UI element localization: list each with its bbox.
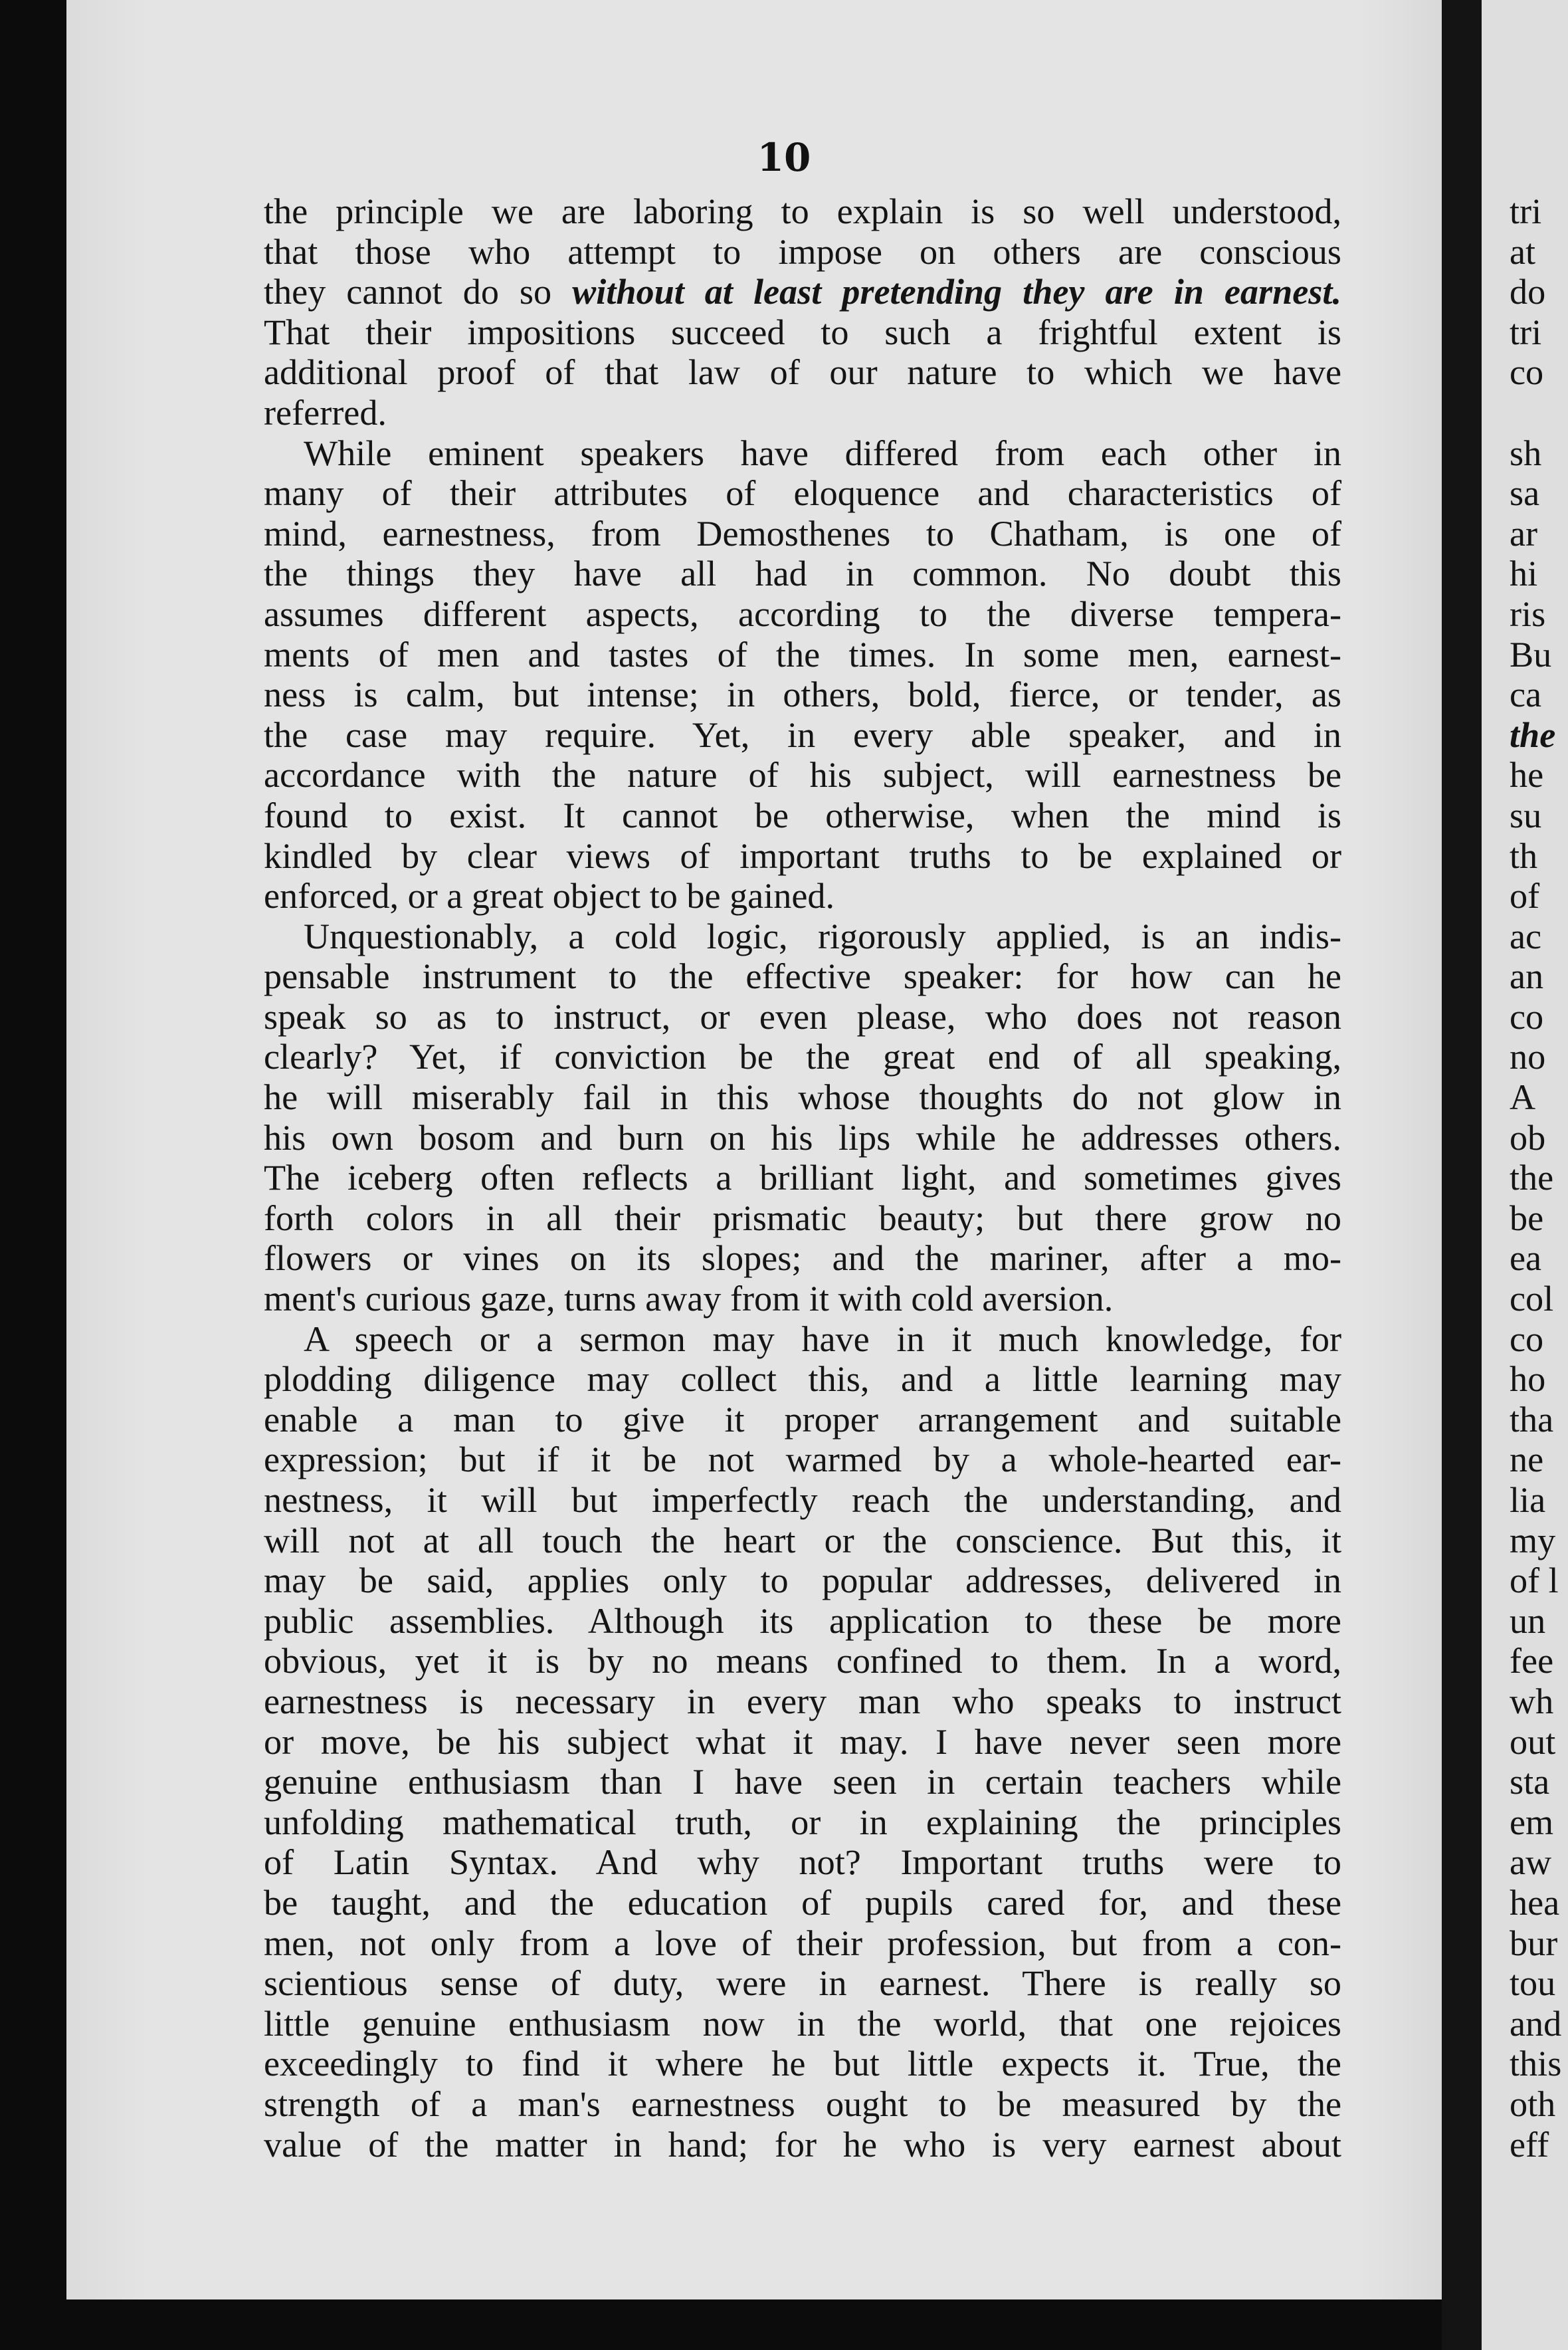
text-line-content: strength of a man's earnestness ought to be measured by the <box>264 2083 1341 2124</box>
text-line <box>264 635 1341 675</box>
body-text <box>264 191 1341 2165</box>
text-line <box>264 1480 1341 1521</box>
facing-line-fragment: co <box>1510 996 1544 1037</box>
text-line <box>264 1883 1341 1923</box>
text-line <box>264 514 1341 554</box>
text-line-content: or move, be his subject what it may. I have never seen more <box>264 1721 1341 1762</box>
text-line <box>264 1521 1341 1561</box>
text-line <box>264 1359 1341 1400</box>
facing-line-fragment: an <box>1510 956 1544 997</box>
facing-line-fragment: hi <box>1510 554 1538 594</box>
text-line-content: ness is calm, but intense; in others, bold, fierce, or tender, as <box>264 675 1341 715</box>
text-line <box>264 956 1341 997</box>
text-line-content: kindled by clear views of important truths to be explained or <box>264 835 1341 876</box>
text-line-content: speak so as to instruct, or even please, who does not reason <box>264 996 1341 1037</box>
text-line-content: many of their attributes of eloquence and characteristics of <box>264 473 1341 514</box>
text-line <box>264 1722 1341 1762</box>
text-line-content: will not at all touch the heart or the conscience. But this, it <box>264 1520 1341 1560</box>
text-line <box>264 191 1341 232</box>
facing-page-text <box>1510 191 1568 2165</box>
text-line <box>264 1923 1341 1964</box>
text-line <box>264 796 1341 836</box>
text-line <box>264 1319 1341 1360</box>
facing-line-fragment: and <box>1510 2003 1562 2044</box>
text-line-content: accordance with the nature of his subject, will earnestness be <box>264 755 1341 796</box>
text-line-content: enforced, or a great object to be gained. <box>264 876 835 916</box>
text-line <box>264 675 1341 715</box>
text-line <box>264 755 1341 796</box>
text-line <box>264 1601 1341 1642</box>
text-line-content: public assemblies. Although its application to these be more <box>264 1600 1341 1641</box>
facing-line-fragment: wh <box>1510 1681 1554 1721</box>
facing-line-fragment: ac <box>1510 916 1542 956</box>
facing-line-fragment: this <box>1510 2044 1562 2084</box>
text-line <box>264 1118 1341 1158</box>
facing-line-fragment: no <box>1510 1037 1546 1077</box>
text-line <box>264 997 1341 1037</box>
text-line-content: of Latin Syntax. And why not? Important truths were to <box>264 1842 1341 1883</box>
text-line <box>264 2084 1341 2125</box>
facing-line-fragment: em <box>1510 1802 1554 1842</box>
text-line-content: flowers or vines on its slopes; and the mariner, after a mo- <box>264 1238 1341 1279</box>
text-line <box>264 916 1341 957</box>
facing-line-fragment: th <box>1510 835 1538 876</box>
text-line-content: earnestness is necessary in every man who speaks to instruct <box>264 1681 1341 1721</box>
text-line-content: enable a man to give it proper arrangement and suitable <box>264 1399 1341 1440</box>
facing-line-fragment: fee <box>1510 1641 1554 1681</box>
facing-line-fragment: the <box>1510 714 1556 755</box>
text-line <box>264 272 1341 312</box>
facing-line-fragment: col <box>1510 1279 1554 1319</box>
text-line <box>264 1158 1341 1198</box>
text-line <box>264 1681 1341 1722</box>
facing-line-fragment: lia <box>1510 1480 1546 1520</box>
text-line <box>264 1238 1341 1279</box>
facing-line-fragment: sa <box>1510 473 1540 514</box>
text-line-content: value of the matter in hand; for he who is very earnest about <box>264 2124 1341 2165</box>
facing-line-fragment: A <box>1510 1077 1536 1118</box>
facing-line-fragment: tri <box>1510 312 1542 352</box>
text-line-content: may be said, applies only to popular addresses, delivered in <box>264 1560 1341 1601</box>
facing-line-fragment: be <box>1510 1198 1544 1238</box>
text-line <box>264 232 1341 272</box>
text-line-content: found to exist. It cannot be otherwise, when the mind is <box>264 795 1341 835</box>
text-line-content: obvious, yet it is by no means confined to them. In a word, <box>264 1641 1341 1681</box>
text-line <box>264 1037 1341 1077</box>
text-line-content: pensable instrument to the effective speaker: for how can he <box>264 956 1341 997</box>
facing-line-fragment: hea <box>1510 1882 1560 1923</box>
facing-line-fragment: tou <box>1510 1963 1556 2004</box>
text-line <box>264 433 1341 474</box>
facing-line-fragment: tha <box>1510 1399 1554 1440</box>
text-line-content: he will miserably fail in this whose thoughts do not glow in <box>264 1077 1341 1118</box>
facing-line-fragment: ca <box>1510 675 1542 715</box>
facing-line-fragment: of <box>1510 876 1540 916</box>
text-line <box>264 1400 1341 1440</box>
facing-line-fragment: un <box>1510 1600 1546 1641</box>
text-line-content: Unquestionably, a cold logic, rigorously applied, is an indis- <box>304 916 1341 956</box>
text-line-content: genuine enthusiasm than I have seen in certain teachers while <box>264 1762 1341 1802</box>
text-line <box>264 836 1341 877</box>
text-line-content: nestness, it will but imperfectly reach the understanding, and <box>264 1480 1341 1520</box>
text-line-content: scientious sense of duty, were in earnest. There is really so <box>264 1963 1341 2004</box>
facing-line-fragment: aw <box>1510 1842 1552 1883</box>
text-line <box>264 1279 1341 1319</box>
text-line <box>264 1077 1341 1118</box>
facing-line-fragment: ar <box>1510 513 1538 554</box>
facing-line-fragment: Bu <box>1510 634 1552 675</box>
text-line-content: unfolding mathematical truth, or in explaining the principles <box>264 1802 1341 1842</box>
text-line-content: referred. <box>264 392 387 433</box>
text-line-content: forth colors in all their prismatic beauty; but there grow no <box>264 1198 1341 1238</box>
text-line <box>264 1198 1341 1239</box>
text-line <box>264 473 1341 514</box>
facing-line-fragment: sh <box>1510 433 1542 473</box>
facing-line-fragment: sta <box>1510 1762 1550 1802</box>
text-line <box>264 1842 1341 1883</box>
text-line-content: ments of men and tastes of the times. In some men, earnest- <box>264 634 1341 675</box>
text-line-content: little genuine enthusiasm now in the world, that one rejoices <box>264 2003 1341 2044</box>
facing-line-fragment: do <box>1510 272 1546 312</box>
facing-line-fragment: of l <box>1510 1560 1559 1601</box>
text-line <box>264 1802 1341 1843</box>
text-line <box>264 2044 1341 2084</box>
text-line-content: they cannot do so <box>264 272 573 312</box>
text-line-content: the principle we are laboring to explain is so well understood, <box>264 191 1341 231</box>
text-line-content: assumes different aspects, according to the diverse tempera- <box>264 593 1341 634</box>
facing-line-fragment: he <box>1510 755 1544 796</box>
page-gutter <box>1442 0 1482 2350</box>
text-line-content: men, not only from a love of their profession, but from a con- <box>264 1923 1341 1963</box>
text-line-content: That their impositions succeed to such a frightful extent is <box>264 312 1341 352</box>
emphasized-phrase: without at least pretending they are in earnest. <box>572 272 1341 312</box>
text-line <box>264 1440 1341 1480</box>
facing-line-fragment: ea <box>1510 1238 1542 1279</box>
facing-line-fragment: co <box>1510 1319 1544 1359</box>
text-line-content: The iceberg often reflects a brilliant light, and sometimes gives <box>264 1158 1341 1198</box>
text-line-content: the things they have all had in common. No doubt this <box>264 554 1341 594</box>
text-line-content: that those who attempt to impose on others are conscious <box>264 231 1341 272</box>
facing-line-fragment: tri <box>1510 191 1542 231</box>
facing-line-fragment: out <box>1510 1721 1556 1762</box>
text-line-content: While eminent speakers have differed from each other in <box>304 433 1341 473</box>
text-line-content: the case may require. Yet, in every able speaker, and in <box>264 714 1341 755</box>
text-line-content: clearly? Yet, if conviction be the great end of all speaking, <box>264 1037 1341 1077</box>
facing-line-fragment: ne <box>1510 1440 1544 1480</box>
facing-line-fragment <box>1510 393 1568 433</box>
facing-line-fragment: ho <box>1510 1359 1546 1400</box>
facing-line-fragment: oth <box>1510 2083 1556 2124</box>
text-line <box>264 594 1341 635</box>
text-line <box>264 876 1341 916</box>
text-line <box>264 2004 1341 2044</box>
facing-line-fragment: my <box>1510 1520 1556 1560</box>
text-line <box>264 312 1341 353</box>
facing-line-fragment: su <box>1510 795 1542 835</box>
text-line <box>264 393 1341 433</box>
text-line-content: mind, earnestness, from Demosthenes to Chatham, is one of <box>264 513 1341 554</box>
facing-line-fragment: at <box>1510 231 1536 272</box>
text-line <box>264 1641 1341 1681</box>
text-line-content: expression; but if it be not warmed by a whole-hearted ear- <box>264 1440 1341 1480</box>
text-line <box>264 1963 1341 2004</box>
text-line <box>264 1762 1341 1802</box>
page-number: 10 <box>757 135 811 180</box>
text-line <box>264 352 1341 393</box>
facing-line-fragment: co <box>1510 352 1544 393</box>
text-line-content: ment's curious gaze, turns away from it with cold aversion. <box>264 1279 1114 1319</box>
facing-line-fragment: the <box>1510 1158 1554 1198</box>
facing-line-fragment: ob <box>1510 1117 1546 1158</box>
text-line-content: plodding diligence may collect this, and a little learning may <box>264 1359 1341 1400</box>
text-line-content: additional proof of that law of our nature to which we have <box>264 352 1341 393</box>
text-line-content: exceedingly to find it where he but little expects it. True, the <box>264 2044 1341 2084</box>
text-line-content: be taught, and the education of pupils cared for, and these <box>264 1882 1341 1923</box>
facing-line-fragment: bur <box>1510 1923 1558 1963</box>
text-line-content: A speech or a sermon may have in it much knowledge, for <box>304 1319 1341 1359</box>
text-line-content: his own bosom and burn on his lips while he addresses others. <box>264 1117 1341 1158</box>
facing-line-fragment: eff <box>1510 2124 1549 2165</box>
text-line <box>264 715 1341 756</box>
text-line <box>264 2125 1341 2165</box>
text-line <box>264 1560 1341 1601</box>
text-line <box>264 554 1341 594</box>
facing-line-fragment: ris <box>1510 593 1546 634</box>
